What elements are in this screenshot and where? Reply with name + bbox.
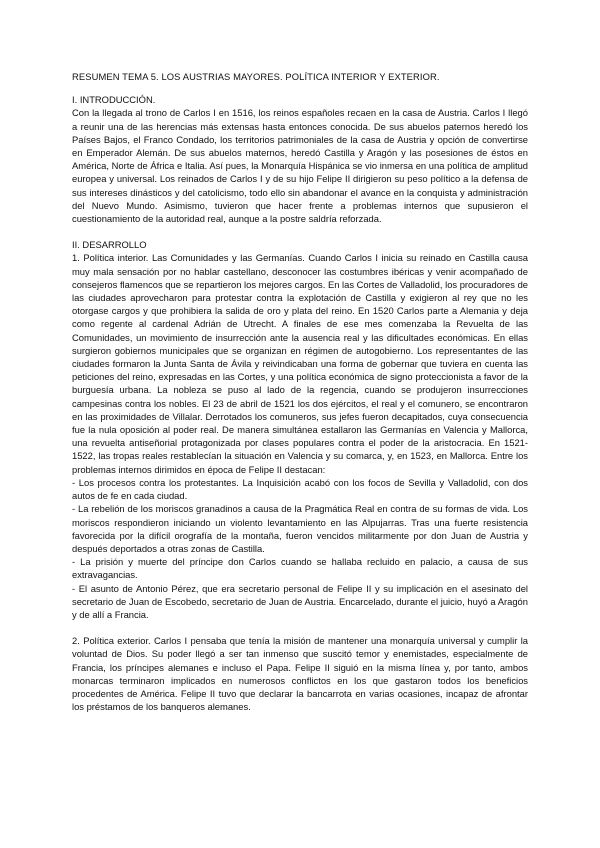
exterior-policy-paragraph: 2. Política exterior. Carlos I pensaba que tenía la misión de mantener una monarquía universal y cumplir la voluntad de Dios. Su poder llegó a ser tan inmenso que suscitó temor y enemistades, especialmente de Francia, los príncipes alemanes e incluso el Papa. Felipe II siguió en la misma línea y, por tanto, ambos monarcas terminaron implicados en numerosos conflictos en los que gastaron todos los beneficios procedentes de América. Felipe II tuvo que declarar la bancarrota en varias ocasiones, incapaz de afrontar los préstamos de los banqueros alemanes.	[72, 635, 528, 713]
internal-problems-list	[72, 476, 528, 621]
intro-section	[72, 93, 528, 225]
document-title: RESUMEN TEMA 5. LOS AUSTRIAS MAYORES. POLÍTICA INTERIOR Y EXTERIOR.	[72, 71, 440, 82]
paragraph-gap	[72, 621, 528, 634]
interior-policy-paragraph: 1. Política interior. Las Comunidades y las Germanías. Cuando Carlos I inicia su reinado en Castilla causa muy mala sensación por no hablar castellano, desconocer las costumbres ibéricas y venir acompañado de consejeros flamencos que se repartieron los mejores cargos. En las Cortes de Valladolid, los procuradores de las ciudades aprovecharon para protestar contra la explotación de Castilla y exigieron al rey que no les otorgase cargos y que prohibiera la salida de oro y plata del reino. En 1520 Carlos parte a Alemania y deja como regente al cardenal Adrián de Utrecht. A finales de ese mes comenzaba la Revuelta de las Comunidades, un movimiento de insurrección ante la ausencia real y las dificultades económicas. En ellas surgieron gobiernos municipales que se organizan en régimen de autogobierno. Los representantes de las ciudades formaron la Junta Santa de Ávila y reivindicaban una forma de gobernar que tuviera en cuenta las peticiones del reino, expresadas en las Cortes, y una política económica de signo proteccionista a favor de la burguesía urbana. La nobleza se puso al lado de la regencia, cuando se produjeron insurrecciones campesinas contra los nobles. El 23 de abril de 1521 los dos ejércitos, el real y el comunero, se encontraron en las proximidades de Villalar. Derrotados los comuneros, sus jefes fueron decapitados, cuya consecuencia fue la nula oposición al poder real. De manera simultánea estallaron las Germanías en Valencia y Mallorca, una revuelta antiseñorial protagonizada por clases populares contra el poder de la aristocracia. En 1521-1522, las tropas reales restablecían la situación en Valencia y su comarca, y, en 1523, en Mallorca. Entre los problemas internos dirimidos en época de Felipe II destacan:	[72, 252, 528, 475]
intro-heading: I. INTRODUCCIÓN.	[72, 94, 156, 106]
intro-paragraph: Con la llegada al trono de Carlos I en 1516, los reinos españoles recaen en la casa de Austria. Carlos I llegó a reunir una de las herencias más extensas hasta entonces conocida. De sus abuelos paternos heredó los Países Bajos, el Franco Condado, los territorios patrimoniales de la casa de Austria y opción de convertirse en Emperador Alemán. De sus abuelos maternos, heredó Castilla y Aragón y las posesiones de éstos en América, Norte de África e Italia. Así pues, la Monarquía Hispánica se vio inmersa en una política de amplitud europea y universal. Los reinados de Carlos I y de su hijo Felipe II dirigieron su peso político a la defensa de sus intereses dinásticos y del catolicismo, todo ello sin abandonar el avance en la conquista y administración del Nuevo Mundo. Asimismo, tuvieron que hacer frente a problemas internos que supusieron el cuestionamiento de la autoridad real, aunque a la postre saldría reforzada.	[72, 107, 528, 225]
list-item: - La prisión y muerte del príncipe don Carlos cuando se hallaba recluido en palacio, a causa de sus extravagancias.	[72, 556, 528, 581]
list-item: - Los procesos contra los protestantes. La Inquisición acabó con los focos de Sevilla y Valladolid, con dos autos de fe en cada ciudad.	[72, 476, 528, 502]
desarrollo-section	[72, 238, 528, 713]
list-item: - La rebelión de los moriscos granadinos a causa de la Pragmática Real en contra de su formas de vida. Los moriscos respondieron iniciando un violento levantamiento en las Alpujarras. Tras una fuerte resistencia favorecida por la difícil orografía de la montaña, fueron vencidos militarmente por don Juan de Austria y después deportados a otras zonas de Castilla.	[72, 503, 528, 554]
list-item: - El asunto de Antonio Pérez, que era secretario personal de Felipe II y su implicación en el asesinato del secretario de Juan de Escobedo, secretario de Juan de Austria. Encarcelado, durante el juicio, huyó a Aragón y de allí a Francia.	[72, 582, 528, 620]
desarrollo-heading: II. DESARROLLO	[72, 239, 147, 251]
document-page	[72, 70, 528, 726]
